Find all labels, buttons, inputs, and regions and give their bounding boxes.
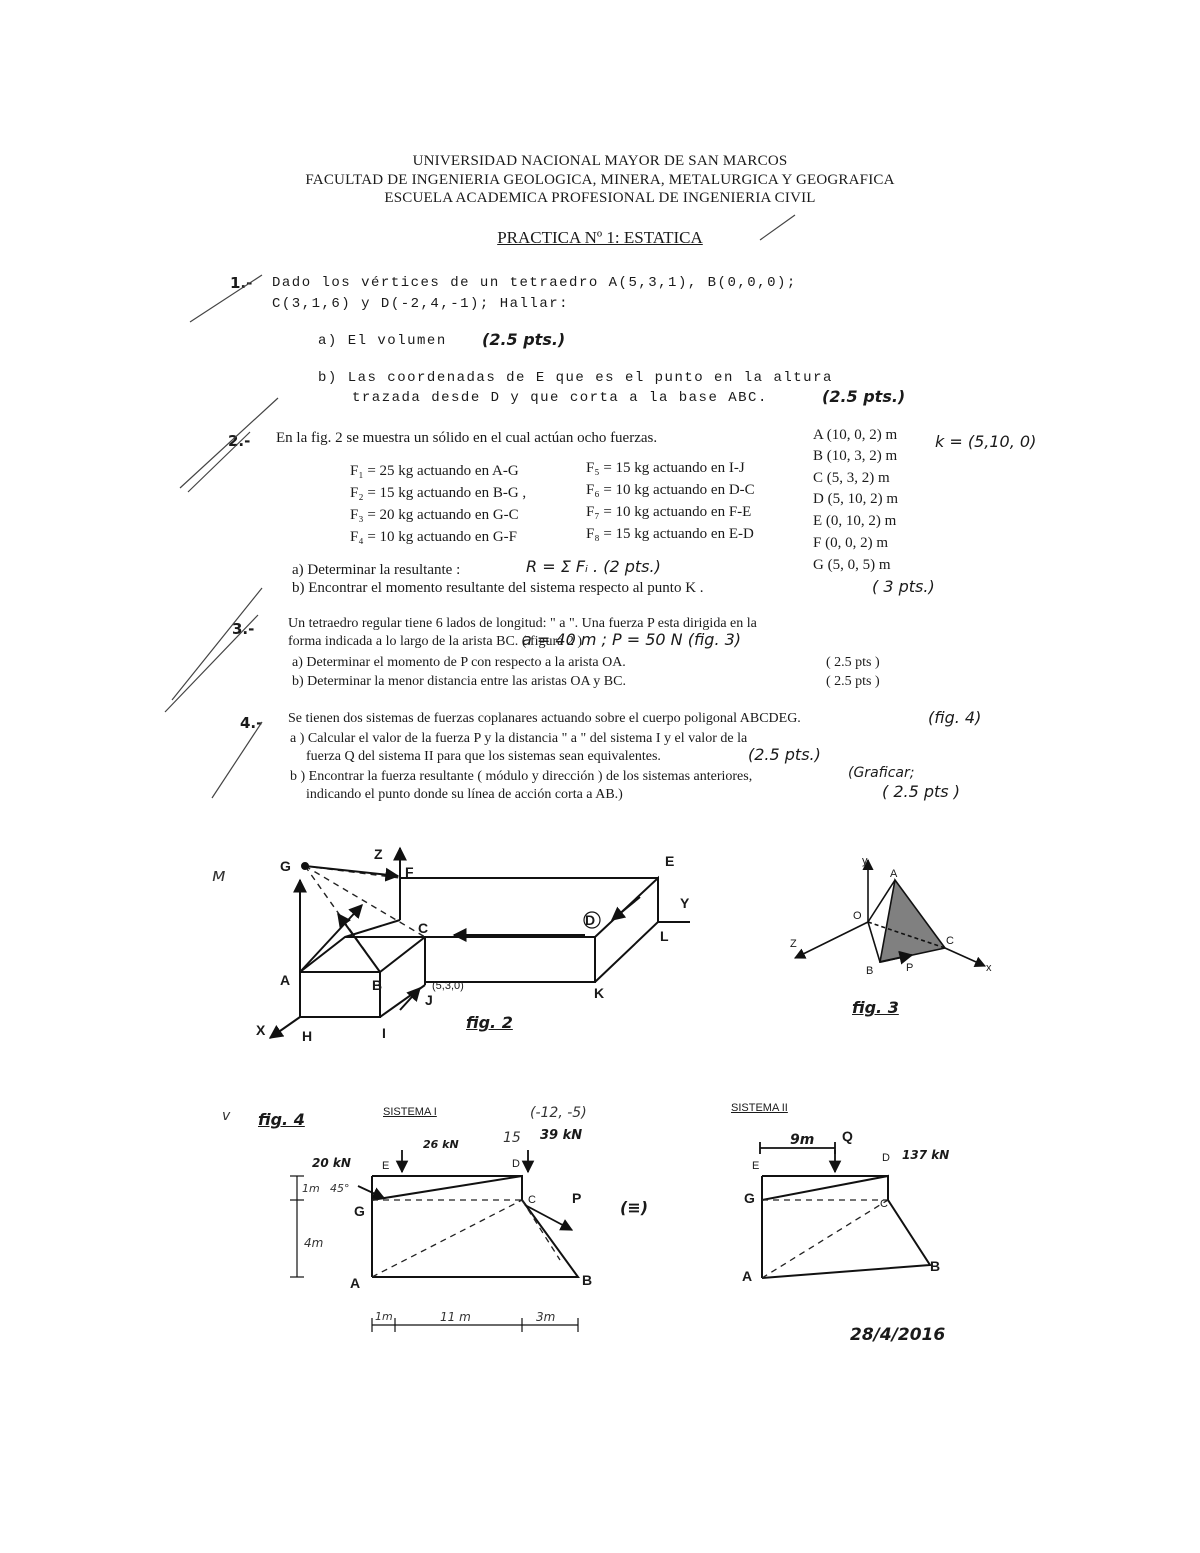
fig2-label-d: D	[585, 912, 596, 928]
fig2-label-j: J	[425, 992, 433, 1008]
q2-force-2: F₂ = 15 kg actuando en B-G ,	[350, 485, 527, 501]
fig2-label-f: F	[405, 864, 414, 880]
q3-b: b) Determinar la menor distancia entre las aristas OA y BC.	[292, 674, 626, 689]
fig4-caption: fig. 4	[258, 1110, 305, 1129]
q2-force-7: F₇ = 10 kg actuando en F-E	[586, 504, 752, 520]
fig4-dim-9m: 9m	[790, 1132, 815, 1148]
fig4-equivalence: (≡)	[620, 1198, 649, 1217]
fig4-system2-dashed	[762, 1200, 888, 1278]
q4-a-line1: a ) Calcular el valor de la fuerza P y la distancia " a " del sistema I y el valor de la	[290, 731, 748, 746]
fig2-force-f5-arrow	[400, 988, 420, 1010]
fig2-force-f2-arrow	[338, 914, 380, 972]
q3-line1: Un tetraedro regular tiene 6 lados de longitud: " a ". Una fuerza P esta dirigida en la	[288, 616, 757, 631]
fig4-s2-label-d: D	[882, 1152, 890, 1164]
q2-coord-d: D (5, 10, 2) m	[813, 491, 898, 507]
margin-pen-strokes	[165, 215, 795, 798]
fig4-force-q: Q	[842, 1128, 853, 1144]
fig4-dim-11m: 11 m	[440, 1310, 471, 1324]
fig2-label-k: K	[594, 985, 605, 1001]
q2-k-note: k = (5,10, 0)	[935, 432, 1037, 451]
fig2-force-f8-arrow	[612, 897, 640, 920]
fig2-label-i: I	[382, 1025, 386, 1041]
q4-b-points: ( 2.5 pts )	[882, 782, 960, 801]
fig4-s2-label-c: C	[880, 1198, 888, 1210]
margin-mark-2: v	[222, 1108, 231, 1124]
fig4-system1-note-15: 15	[503, 1130, 521, 1146]
faculty-name: FACULTAD DE INGENIERIA GEOLOGICA, MINERA, METALURGICA Y GEOGRAFICA	[305, 172, 895, 188]
fig2-label-a: A	[280, 972, 291, 988]
q2-coord-b: B (10, 3, 2) m	[813, 448, 898, 464]
q2-coord-f: F (0, 0, 2) m	[813, 535, 888, 551]
q2-force-5: F₅ = 15 kg actuando en I-J	[586, 460, 745, 476]
q1-line1: Dado los vértices de un tetraedro A(5,3,1), B(0,0,0);	[272, 275, 797, 291]
fig3-label-b: B	[866, 965, 874, 977]
fig4-dim-3m: 3m	[536, 1310, 556, 1324]
q4-b-line2: indicando el punto donde su línea de acción corta a AB.)	[306, 787, 623, 802]
q2-intro: En la fig. 2 se muestra un sólido en el cual actúan ocho fuerzas.	[276, 430, 658, 446]
q4-fig-note: (fig. 4)	[928, 708, 982, 727]
q4-a-line2: fuerza Q del sistema II para que los sistemas sean equivalentes.	[306, 749, 661, 764]
page-title: PRACTICA Nº 1: ESTATICA	[497, 228, 703, 247]
q4-a-points: (2.5 pts.)	[748, 745, 821, 764]
university-name: UNIVERSIDAD NACIONAL MAYOR DE SAN MARCOS	[412, 153, 788, 169]
fig2-label-h: H	[302, 1028, 313, 1044]
q2-b: b) Encontrar el momento resultante del sistema respecto al punto K .	[292, 580, 704, 596]
fig2-label-y: Y	[680, 895, 690, 911]
fig2-j-coords: (5,3,0)	[432, 980, 464, 992]
school-name: ESCUELA ACADEMICA PROFESIONAL DE INGENIERIA CIVIL	[384, 190, 816, 206]
fig2-axes-and-forces	[270, 848, 690, 1038]
fig4-force-20: 20 kN	[312, 1156, 351, 1170]
q4-number: 4.-	[240, 714, 263, 732]
q3-b-points: ( 2.5 pts )	[826, 674, 880, 689]
q1-number: 1.-	[230, 274, 253, 292]
fig3-caption: fig. 3	[852, 998, 899, 1017]
fig4-s1-label-b: B	[582, 1272, 593, 1288]
q2-force-3: F₃ = 20 kg actuando en G-C	[350, 507, 519, 523]
fig4-system1-note-coords: (-12, -5)	[530, 1105, 587, 1121]
fig4-s1-label-a: A	[350, 1275, 361, 1291]
fig3-label-a: A	[890, 868, 898, 880]
fig3-label-c: C	[946, 935, 954, 947]
fig4-force-39: 39 kN	[540, 1128, 583, 1143]
q1-b-line1: b) Las coordenadas de E que es el punto en la altura	[318, 370, 833, 386]
q2-force-6: F₆ = 10 kg actuando en D-C	[586, 482, 755, 498]
q2-force-4: F₄ = 10 kg actuando en G-F	[350, 529, 517, 545]
fig2-label-x: X	[256, 1022, 266, 1038]
fig2-label-z: Z	[374, 846, 383, 862]
fig4-force-137: 137 kN	[902, 1148, 950, 1162]
fig3-label-o: O	[853, 910, 862, 922]
fig3-label-z: Z	[790, 938, 797, 950]
q1-b-points: (2.5 pts.)	[822, 387, 906, 406]
fig2-caption: fig. 2	[466, 1013, 513, 1032]
fig2-label-b: B	[372, 977, 383, 993]
fig4-s1-label-e: E	[382, 1160, 390, 1172]
fig2-label-c: C	[418, 920, 429, 936]
margin-mark-1: ᴍ	[212, 865, 226, 886]
fig2-solid	[300, 878, 658, 1017]
fig2-front-face-cl	[425, 937, 595, 982]
q2-a-formula: R = Σ Fᵢ . (2 pts.)	[526, 557, 661, 576]
fig4-system1-title: SISTEMA I	[383, 1106, 437, 1118]
fig4-system2-body	[762, 1176, 930, 1278]
fig4-system1-forces	[358, 1150, 572, 1230]
q1-a: a) El volumen	[318, 333, 447, 349]
fig3-label-x: x	[986, 962, 992, 974]
fig2-front-face-ab	[300, 972, 383, 1017]
q4-b-line1: b ) Encontrar la fuerza resultante ( módulo y dirección ) de los sistemas anteriores,	[290, 769, 753, 784]
q3-number: 3.-	[232, 620, 255, 638]
q2-a: a) Determinar la resultante :	[292, 562, 461, 578]
fig4-s2-label-b: B	[930, 1258, 941, 1274]
fig4-s2-label-e: E	[752, 1160, 760, 1172]
q2-coord-a: A (10, 0, 2) m	[813, 427, 898, 443]
handwritten-date: 28/4/2016	[850, 1325, 946, 1345]
fig2-label-e: E	[665, 853, 675, 869]
fig4-dim-1m-vertical: 1m	[302, 1182, 320, 1195]
fig4-system2-title: SISTEMA II	[731, 1102, 788, 1114]
q2-number: 2.-	[228, 432, 251, 450]
q4-intro: Se tienen dos sistemas de fuerzas coplanares actuando sobre el cuerpo poligonal ABCDEG.	[288, 711, 801, 726]
fig2-x-axis	[270, 1017, 300, 1038]
q3-a-points: ( 2.5 pts )	[826, 655, 880, 670]
fig4-dim-4m: 4m	[304, 1236, 324, 1250]
fig2-dashed-edges	[305, 866, 425, 972]
q3-note: a = 40 m ; P = 50 N (fig. 3)	[522, 630, 742, 649]
fig4-system1-dashed	[372, 1200, 560, 1277]
q1-b-line2: trazada desde D y que corta a la base ABC.	[352, 390, 768, 406]
q2-b-points: ( 3 pts.)	[872, 577, 935, 596]
fig4-dim-1m-horizontal: 1m	[375, 1310, 393, 1323]
q1-a-points: (2.5 pts.)	[482, 330, 566, 349]
fig2-force-arrow-ag	[300, 905, 362, 972]
fig2-label-l: L	[660, 928, 669, 944]
q2-coord-c: C (5, 3, 2) m	[813, 470, 890, 486]
fig4-s1-label-c: C	[528, 1194, 536, 1206]
fig4-s2-label-g: G	[744, 1190, 755, 1206]
fig4-force-26: 26 kN	[423, 1138, 459, 1151]
q2-coord-g: G (5, 0, 5) m	[813, 557, 891, 573]
fig4-s1-label-p: P	[572, 1190, 582, 1206]
q2-coord-e: E (0, 10, 2) m	[813, 513, 897, 529]
fig4-s1-label-d: D	[512, 1158, 520, 1170]
fig3-label-y: y	[862, 855, 868, 867]
fig4-s1-label-g: G	[354, 1203, 365, 1219]
q4-b-graficar: (Graficar;	[848, 765, 915, 781]
q2-force-1: F₁ = 25 kg actuando en A-G	[350, 463, 519, 479]
fig2-label-g: G	[280, 858, 291, 874]
fig3-label-p: P	[906, 962, 914, 974]
q3-a: a) Determinar el momento de P con respecto a la arista OA.	[292, 655, 626, 670]
q2-force-8: F₈ = 15 kg actuando en E-D	[586, 526, 754, 542]
fig4-s2-label-a: A	[742, 1268, 753, 1284]
q1-line2: C(3,1,6) y D(-2,4,-1); Hallar:	[272, 296, 570, 312]
q3-line2: forma indicada a lo largo de la arista BC. ( figura 2 )	[288, 634, 583, 649]
fig4-angle: 45°	[330, 1182, 350, 1195]
